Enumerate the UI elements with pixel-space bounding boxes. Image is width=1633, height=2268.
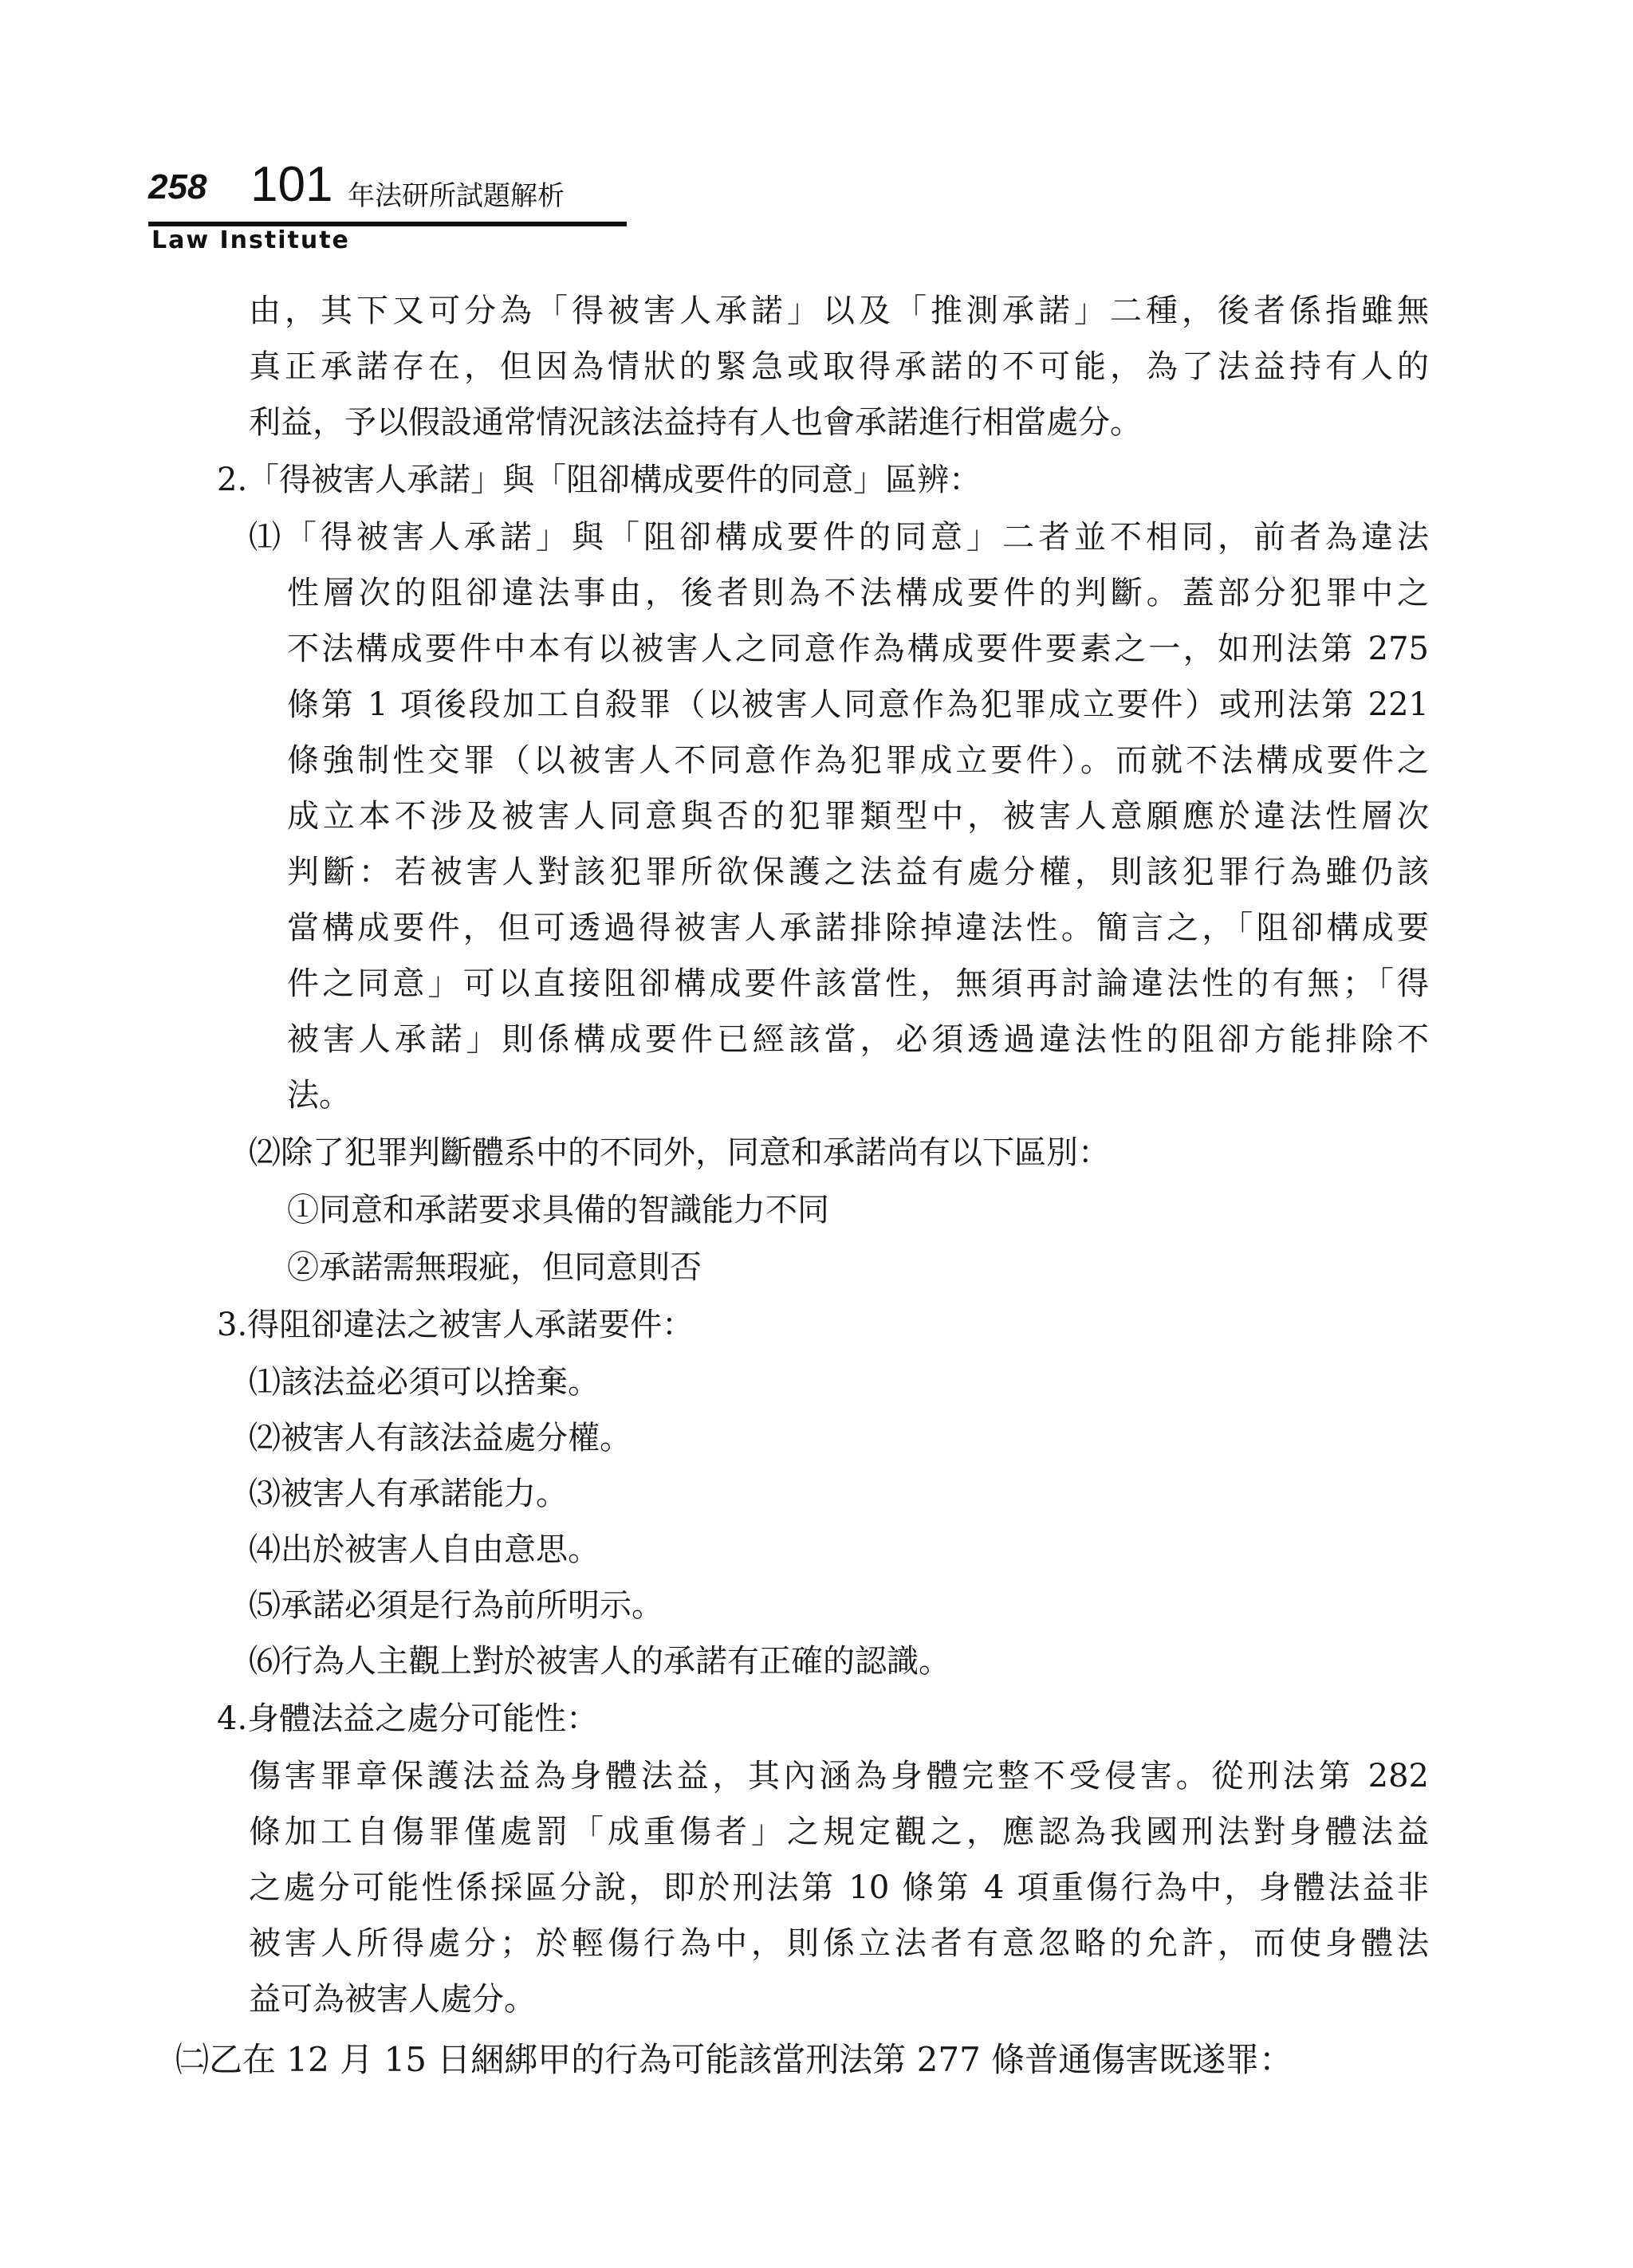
body-line: 被害人所得處分；於輕傷行為中，則係立法者有意忽略的允許，而使身體法 [249, 1925, 1429, 1962]
list-item: ⑷出於被害人自由意思。 [249, 1531, 600, 1568]
running-header [148, 156, 627, 226]
body-line: 傷害罪章保護法益為身體法益，其內涵為身體完整不受侵害。從刑法第 282 [249, 1758, 1429, 1794]
list-item: ⑵被害人有該法益處分權。 [249, 1420, 632, 1456]
body-line: 法。 [287, 1077, 351, 1114]
body-line: 被害人承諾」則係構成要件已經該當，必須透過違法性的阻卻方能排除不 [287, 1021, 1429, 1058]
list-item: ⑵除了犯罪判斷體系中的不同外，同意和承諾尚有以下區別： [249, 1134, 1110, 1171]
list-heading: 4.身體法益之處分可能性： [217, 1700, 599, 1737]
list-item: ⑹行為人主觀上對於被害人的承諾有正確的認識。 [249, 1643, 950, 1680]
page-number: 258 [148, 167, 207, 206]
body-line: 當構成要件，但可透過得被害人承諾排除掉違法性。簡言之，「阻卻構成要 [287, 910, 1429, 946]
body-line: 成立本不涉及被害人同意與否的犯罪類型中，被害人意願應於違法性層次 [287, 798, 1429, 835]
body-line: 性層次的阻卻違法事由，後者則為不法構成要件的判斷。蓋部分犯罪中之 [287, 575, 1429, 611]
body-line: 條第 1 項後段加工自殺罪（以被害人同意作為犯罪成立要件）或刑法第 221 [287, 686, 1429, 723]
list-heading: 2.「得被害人承諾」與「阻卻構成要件的同意」區辨： [217, 462, 982, 498]
body-line: 真正承諾存在，但因為情狀的緊急或取得承諾的不可能，為了法益持有人的 [249, 348, 1429, 385]
list-item: ⑶被害人有承諾能力。 [249, 1476, 568, 1512]
body-line: 條加工自傷罪僅處罰「成重傷者」之規定觀之，應認為我國刑法對身體法益 [249, 1814, 1429, 1850]
body-line: 利益，予以假設通常情況該法益持有人也會承諾進行相當處分。 [249, 404, 1142, 441]
list-item: ⑸承諾必須是行為前所明示。 [249, 1587, 663, 1624]
body-line: 條強制性交罪（以被害人不同意作為犯罪成立要件）。而就不法構成要件之 [287, 742, 1429, 779]
body-line: 件之同意」可以直接阻卻構成要件該當性，無須再討論違法性的有無；「得 [287, 965, 1429, 1002]
body-line: 判斷：若被害人對該犯罪所欲保護之法益有處分權，則該犯罪行為雖仍該 [287, 854, 1429, 890]
list-item: ⑴「得被害人承諾」與「阻卻構成要件的同意」二者並不相同，前者為違法 [249, 519, 1429, 556]
header-subtitle: Law Institute [151, 226, 350, 254]
body-line: 益可為被害人處分。 [249, 1981, 536, 2018]
body-line: 不法構成要件中本有以被害人之同意作為構成要件要素之一，如刑法第 275 [287, 631, 1429, 667]
section-heading: ㈡乙在 12 月 15 日綑綁甲的行為可能該當刑法第 277 條普通傷害既遂罪： [175, 2040, 1293, 2079]
list-heading: 3.得阻卻違法之被害人承諾要件： [217, 1307, 695, 1343]
header-year: 101 [250, 157, 333, 212]
sub-list-item: ①同意和承諾要求具備的智識能力不同 [287, 1192, 829, 1228]
sub-list-item: ②承諾需無瑕疵，但同意則否 [287, 1249, 702, 1286]
header-title: 年法研所試題解析 [348, 180, 565, 212]
list-item: ⑴該法益必須可以捨棄。 [249, 1364, 600, 1401]
body-line: 由，其下又可分為「得被害人承諾」以及「推測承諾」二種，後者係指雖無 [249, 293, 1429, 329]
body-line: 之處分可能性係採區分說，即於刑法第 10 條第 4 項重傷行為中，身體法益非 [249, 1869, 1429, 1906]
